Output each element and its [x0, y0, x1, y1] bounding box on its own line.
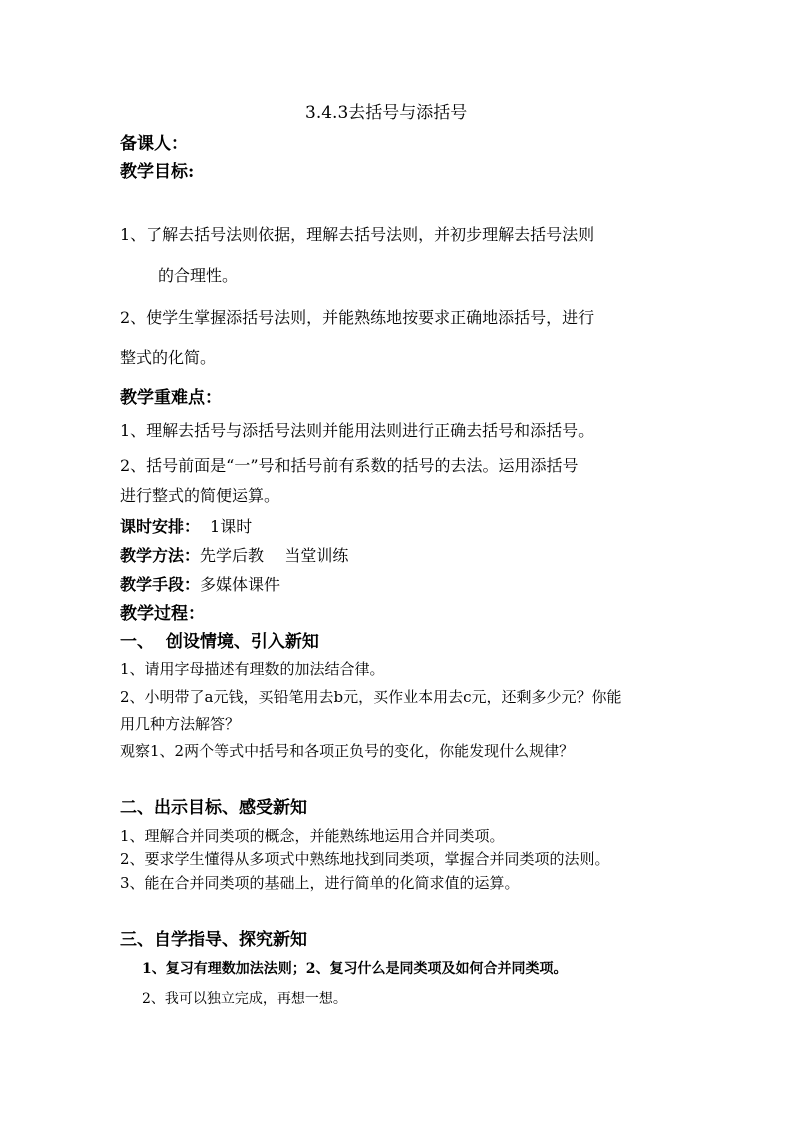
- objective-2-line-2: 整式的化简。: [120, 348, 217, 367]
- objectives-heading: 教学目标:: [120, 162, 195, 182]
- schedule-label: 课时安排：: [120, 517, 201, 536]
- section-2-item-3: 3、能在合并同类项的基础上，进行简单的化简求值的运算。: [120, 874, 520, 892]
- schedule-row: [120, 519, 252, 535]
- section-3-item-2: 2、我可以独立完成，再想一想。: [142, 991, 347, 1007]
- method-value: 先学后教 当堂训练: [200, 546, 349, 565]
- section-2-item-2: 2、要求学生懂得从多项式中熟练地找到同类项，掌握合并同类项的法则。: [120, 850, 610, 868]
- keypoint-1: 1、理解去括号与添括号法则并能用法则进行正确去括号和添括号。: [120, 421, 595, 440]
- objective-1-line-1: 1、了解去括号法则依据，理解去括号法则，并初步理解去括号法则: [120, 225, 595, 244]
- means-label: 教学手段：: [120, 575, 201, 594]
- keypoint-2-line-2: 进行整式的简便运算。: [120, 486, 281, 505]
- objective-2-line-1: 2、使学生掌握添括号法则，并能熟练地按要求正确地添括号，进行: [120, 308, 595, 327]
- section-3-item-1: 1、复习有理数加法法则；2、复习什么是同类项及如何合并同类项。: [142, 961, 568, 977]
- method-row: [120, 548, 348, 564]
- process-heading: 教学过程：: [120, 604, 205, 624]
- section-1-heading: 一、 创设情境、引入新知: [120, 632, 319, 652]
- keypoint-2-line-1: 2、括号前面是“一”号和括号前有系数的括号的去法。运用添括号: [120, 456, 579, 475]
- section-1-item-1: 1、请用字母描述有理数的加法结合律。: [120, 660, 385, 678]
- method-label: 教学方法：: [120, 546, 201, 565]
- preparer-label: 备课人：: [120, 134, 188, 154]
- section-2-heading: 二、出示目标、感受新知: [120, 798, 307, 818]
- means-row: [120, 577, 280, 593]
- section-1-item-2-line-1: 2、小明带了a元钱，买铅笔用去b元，买作业本用去c元，还剩多少元？你能: [120, 688, 622, 706]
- objective-1-line-2: 的合理性。: [158, 266, 239, 285]
- schedule-value: 1课时: [210, 517, 253, 536]
- means-value: 多媒体课件: [200, 575, 281, 594]
- keypoints-heading: 教学重难点：: [120, 388, 222, 408]
- section-3-heading: 三、自学指导、探究新知: [120, 930, 307, 950]
- section-2-item-1: 1、理解合并同类项的概念，并能熟练地运用合并同类项。: [120, 827, 505, 845]
- document-title: 3.4.3去括号与添括号: [305, 103, 468, 123]
- section-1-item-2-line-2: 用几种方法解答？: [120, 715, 241, 733]
- section-1-observe: 观察1、2两个等式中括号和各项正负号的变化，你能发现什么规律？: [120, 742, 575, 760]
